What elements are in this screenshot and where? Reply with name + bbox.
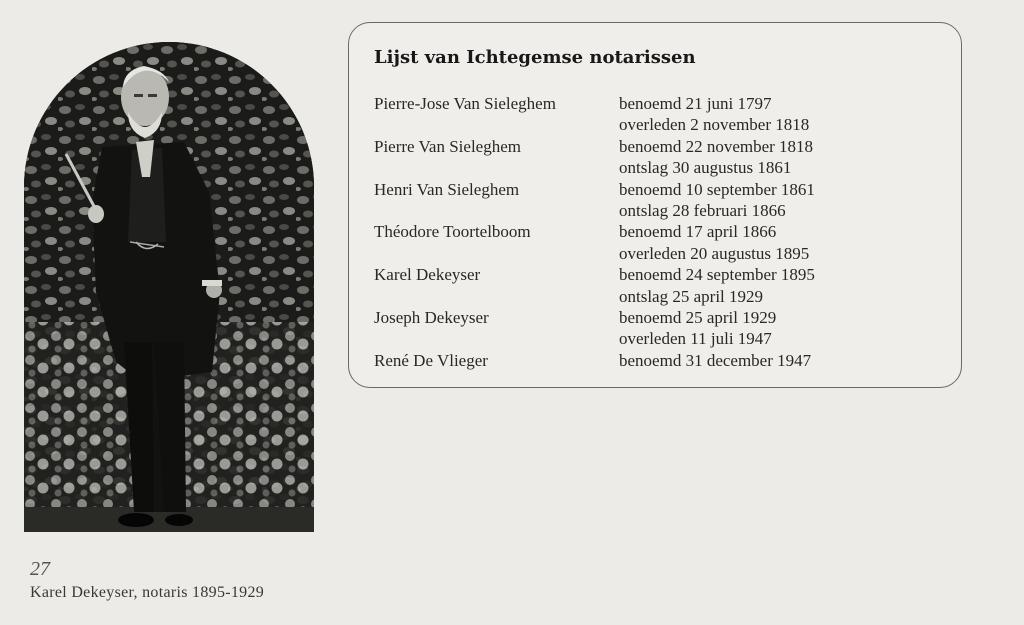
appointment-date: benoemd 25 april 1929	[619, 308, 777, 328]
end-date: overleden 11 juli 1947	[619, 329, 772, 349]
notary-entry	[374, 136, 944, 179]
portrait-illustration	[24, 42, 314, 532]
list-title: Lijst van Ichtegemse notarissen	[374, 47, 696, 68]
notary-name: Pierre-Jose Van Sieleghem	[374, 94, 556, 113]
notary-entry	[374, 93, 944, 136]
appointment-date: benoemd 22 november 1818	[619, 136, 814, 156]
appointment-date: benoemd 31 december 1947	[619, 350, 812, 370]
appointment-date: benoemd 17 april 1866	[619, 222, 777, 242]
end-date: ontslag 28 februari 1866	[619, 201, 786, 221]
notary-list-box	[348, 22, 962, 388]
notary-name: Joseph Dekeyser	[374, 308, 489, 328]
notary-name: René De Vlieger	[374, 350, 488, 370]
notary-dates	[619, 350, 811, 371]
end-date: ontslag 30 augustus 1861	[619, 158, 792, 178]
appointment-date: benoemd 21 juni 1797	[619, 94, 772, 113]
figure-caption: Karel Dekeyser, notaris 1895-1929	[30, 584, 265, 601]
notary-dates	[619, 307, 776, 350]
notary-dates	[619, 93, 809, 136]
figure-number: 27	[30, 558, 50, 580]
notary-name: Karel Dekeyser	[374, 265, 481, 285]
notary-name: Pierre Van Sieleghem	[374, 136, 521, 156]
notary-dates	[619, 264, 815, 307]
notary-entry	[374, 179, 944, 222]
end-date: ontslag 25 april 1929	[619, 286, 764, 306]
notary-dates	[619, 136, 813, 179]
end-date: overleden 2 november 1818	[619, 115, 810, 135]
notary-entry	[374, 221, 944, 264]
appointment-date: benoemd 24 september 1895	[619, 265, 815, 285]
appointment-date: benoemd 10 september 1861	[619, 179, 815, 199]
notary-entry	[374, 350, 944, 371]
portrait-photo	[24, 42, 314, 532]
notary-list	[374, 93, 944, 371]
notary-entry	[374, 264, 944, 307]
notary-entry	[374, 307, 944, 350]
notary-dates	[619, 179, 815, 222]
notary-dates	[619, 221, 809, 264]
end-date: overleden 20 augustus 1895	[619, 243, 810, 263]
notary-name: Théodore Toortelboom	[374, 222, 531, 242]
notary-name: Henri Van Sieleghem	[374, 179, 520, 199]
